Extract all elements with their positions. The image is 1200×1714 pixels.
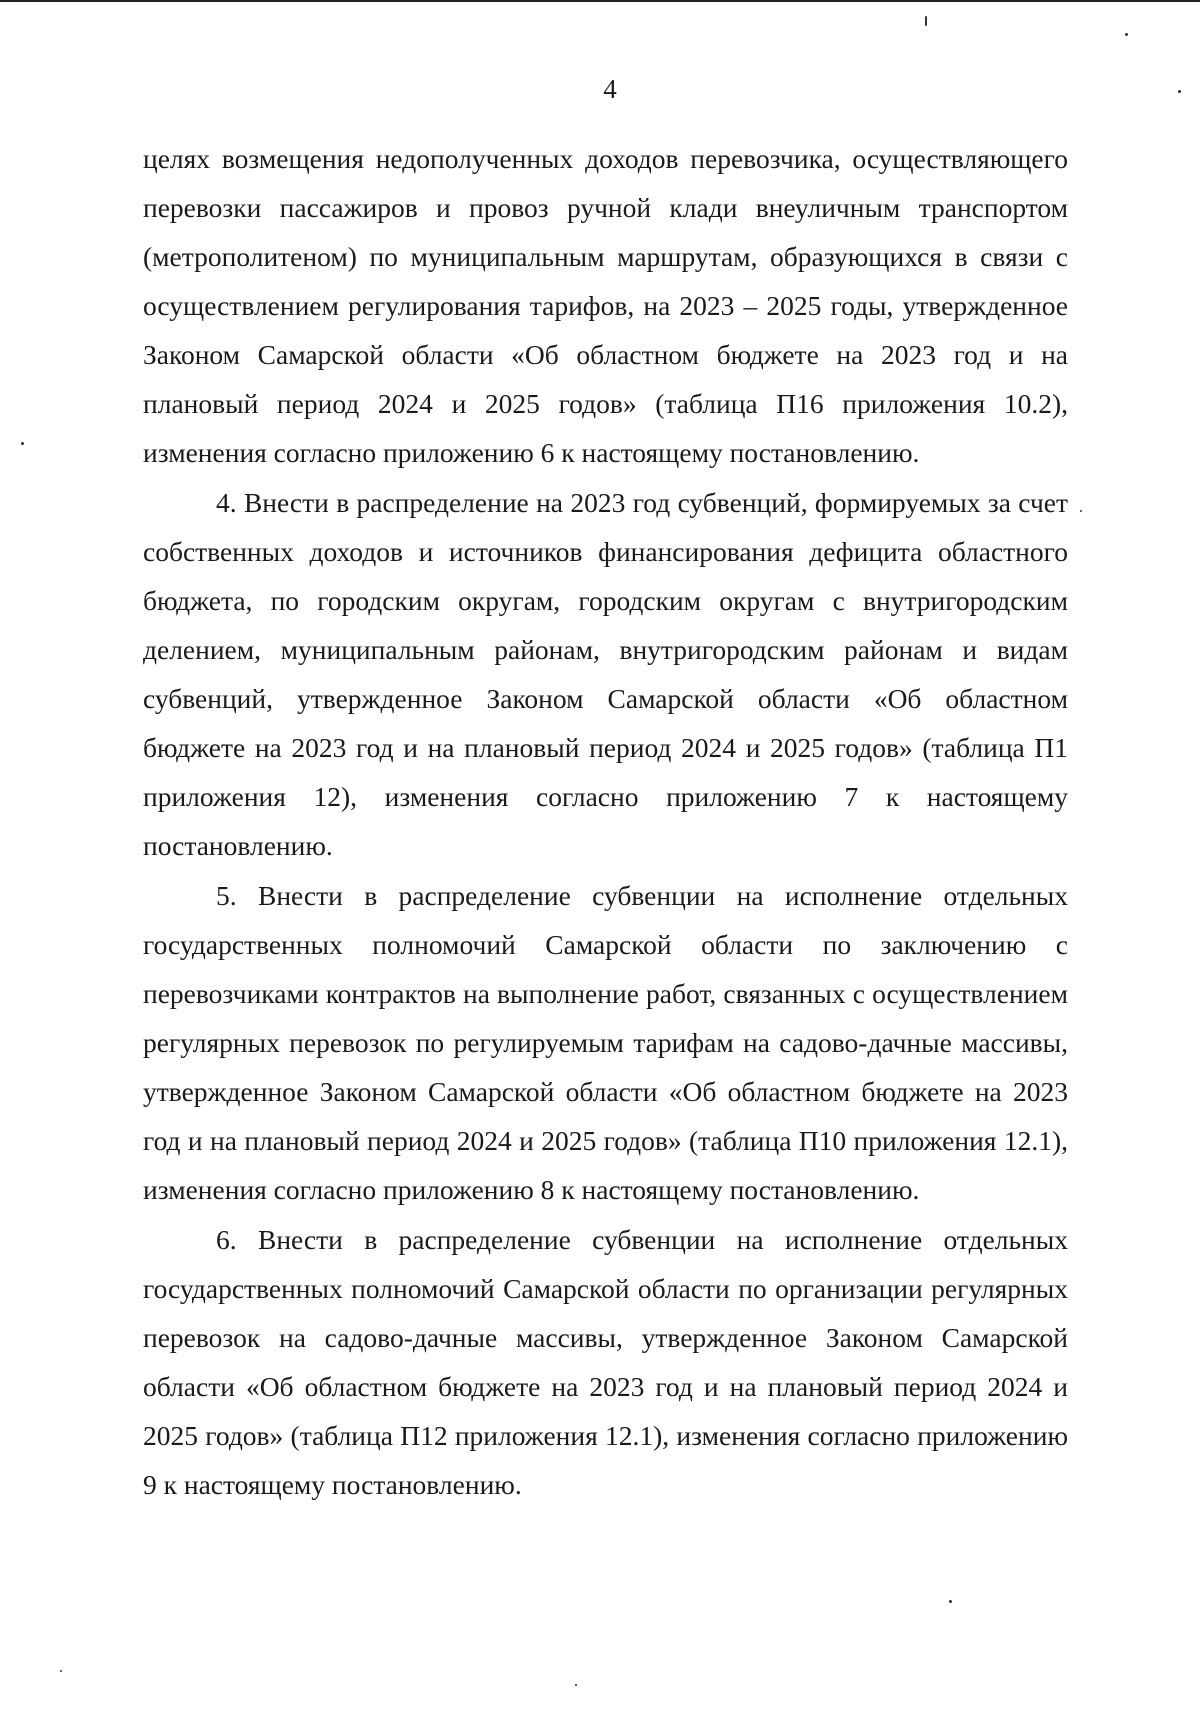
page-number: 4: [603, 74, 617, 104]
scan-speck: [1178, 90, 1181, 93]
scan-speck: [1080, 510, 1082, 512]
scan-speck: [575, 1684, 577, 1686]
page-top-edge: [0, 0, 1200, 2]
paragraph-continuation: целях возмещения недополученных доходов перевозчика, осуществляющего перевозки пассажиров и провоз ручной клади внеуличным транспортом (метрополитеном) по муниципальным маршрутам, образующихся в связи с осуществлением регулирования тарифов, на 2023 – 2025 годы, утвержденное Законом Самарской области «Об областном бюджете на 2023 год и на плановый период 2024 и 2025 годов» (таблица П16 приложения 10.2), изменения согласно приложению 6 к настоящему постановлению.: [143, 143, 1068, 468]
scan-speck: [21, 442, 24, 445]
document-body: [143, 134, 1068, 1509]
scan-speck: [60, 1670, 62, 1672]
scan-speck: [925, 16, 927, 26]
scan-speck: [1125, 33, 1128, 36]
paragraph-item-4: 4. Внести в распределение на 2023 год субвенций, формируемых за счет собственных доходов и источников финансирования дефицита областного бюджета, по городским округам, городским округам с внутригородским делением, муниципальным районам, внутригородским районам и видам субвенций, утвержденное Законом Самарской области «Об областном бюджете на 2023 год и на плановый период 2024 и 2025 годов» (таблица П1 приложения 12), изменения согласно приложению 7 к настоящему постановлению.: [143, 487, 1068, 861]
paragraph-item-6: 6. Внести в распределение субвенции на исполнение отдельных государственных полномочий Самарской области по организации регулярных перевозок на садово-дачные массивы, утвержденное Законом Самарской области «Об областном бюджете на 2023 год и на плановый период 2024 и 2025 годов» (таблица П12 приложения 12.1), изменения согласно приложению 9 к настоящему постановлению.: [143, 1224, 1068, 1500]
paragraph-item-5: 5. Внести в распределение субвенции на исполнение отдельных государственных полномочий Самарской области по заключению с перевозчиками контрактов на выполнение работ, связанных с осуществлением регулярных перевозок по регулируемым тарифам на садово-дачные массивы, утвержденное Законом Самарской области «Об областном бюджете на 2023 год и на плановый период 2024 и 2025 годов» (таблица П10 приложения 12.1), изменения согласно приложению 8 к настоящему постановлению.: [143, 880, 1068, 1205]
scan-speck: [949, 1600, 952, 1603]
